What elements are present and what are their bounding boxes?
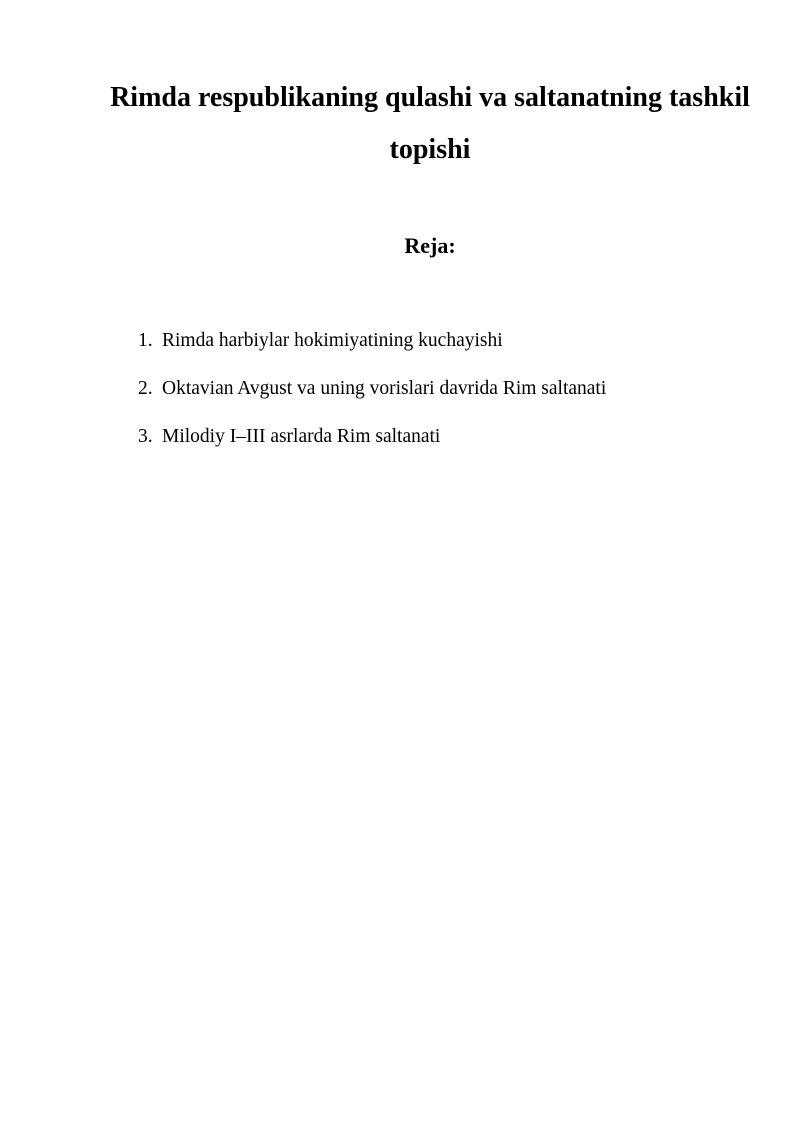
plan-list bbox=[138, 325, 758, 469]
plan-item-text: Rimda harbiylar hokimiyatining kuchayishi bbox=[162, 330, 503, 351]
plan-item-number: 2. bbox=[138, 378, 153, 399]
plan-item bbox=[138, 325, 758, 373]
document-title: Rimda respublikaning qulashi va saltanatning tashkil topishi bbox=[110, 82, 750, 165]
plan-item-number: 3. bbox=[138, 426, 153, 447]
plan-item-text: Oktavian Avgust va uning vorislari davrida Rim saltanati bbox=[162, 378, 607, 399]
plan-item-number: 1. bbox=[138, 330, 153, 351]
plan-heading: Reja: bbox=[404, 233, 456, 258]
plan-item bbox=[138, 373, 758, 421]
plan-item-text: Milodiy I–III asrlarda Rim saltanati bbox=[162, 426, 441, 447]
plan-item bbox=[138, 421, 758, 469]
